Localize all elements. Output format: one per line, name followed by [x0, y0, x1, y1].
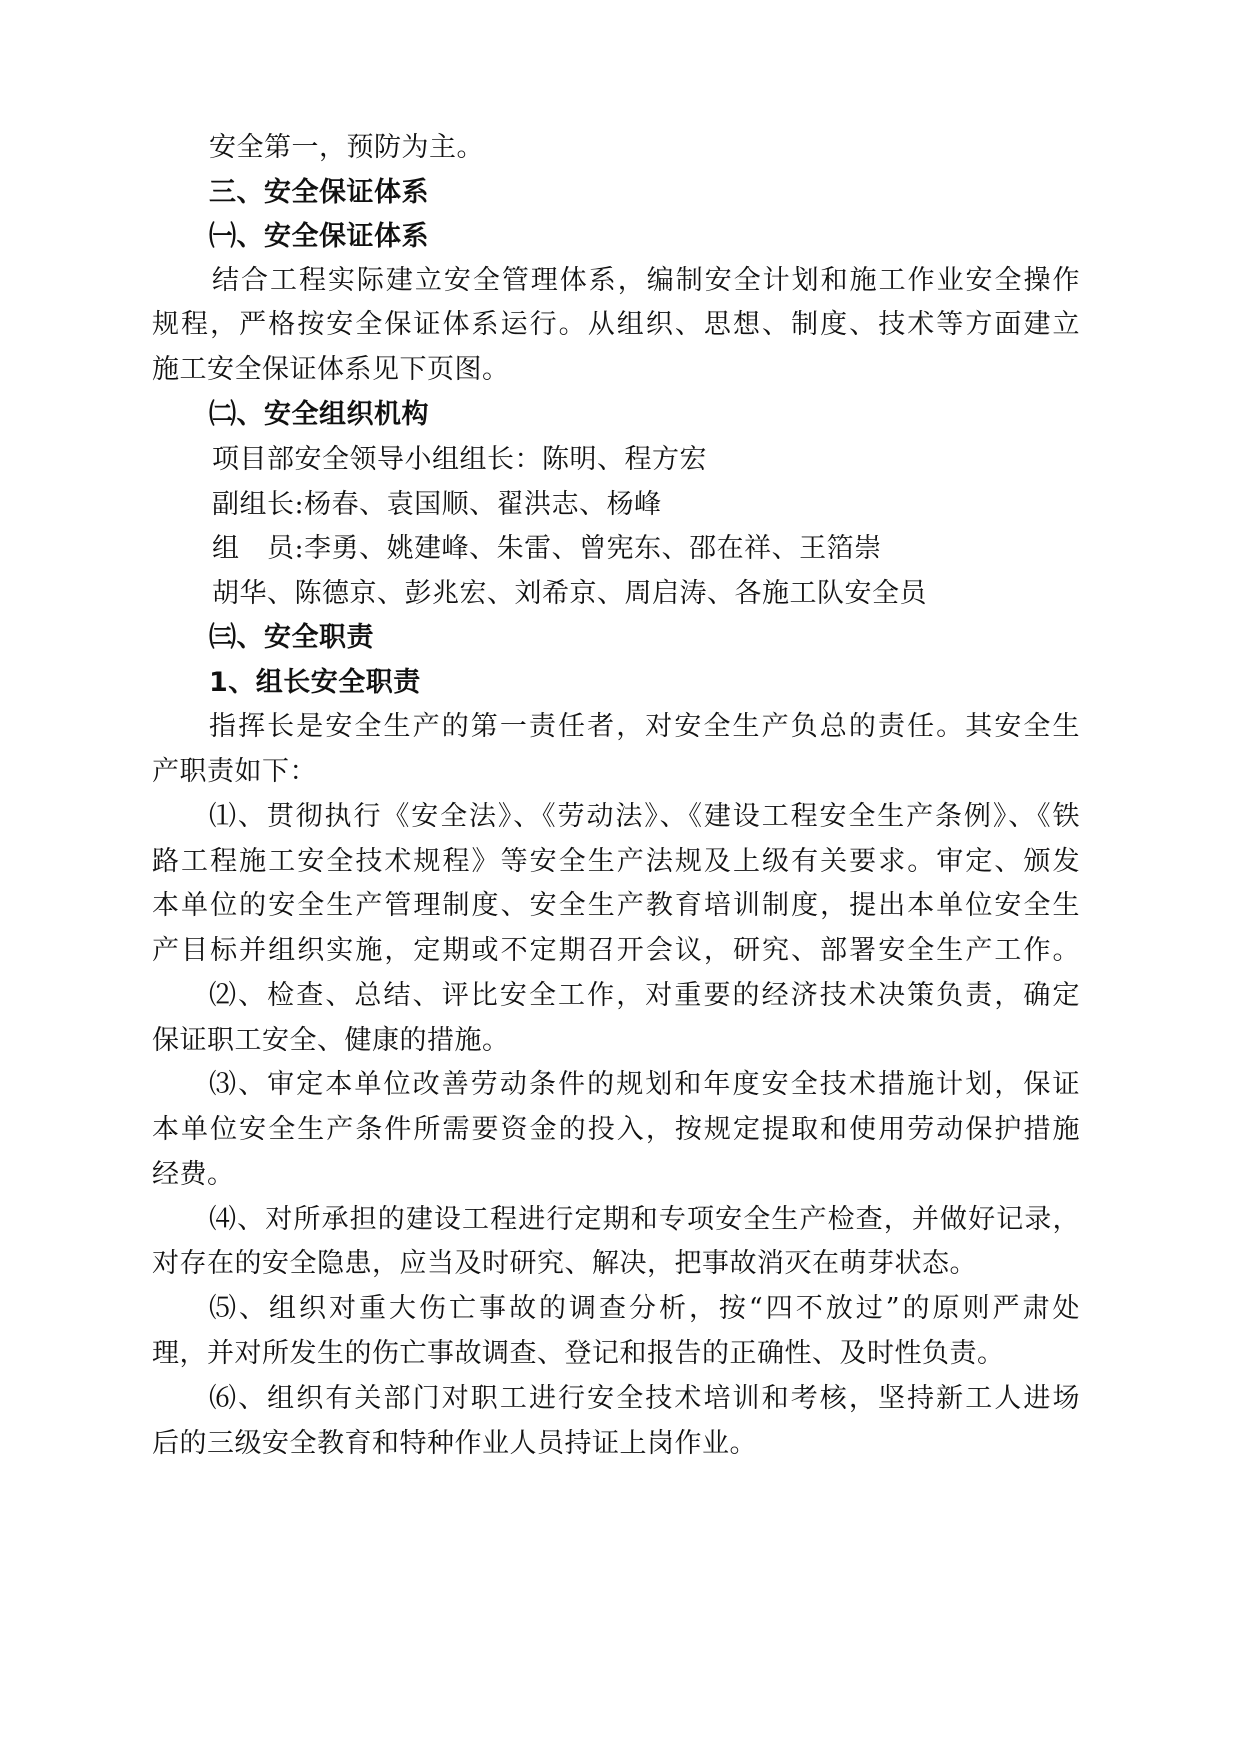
paragraph-line: 副组长:杨春、袁国顺、翟洪志、杨峰 [212, 489, 662, 520]
paragraph-line: 经费。 [152, 1159, 235, 1190]
paragraph-line: 施工安全保证体系见下页图。 [152, 354, 510, 385]
paragraph-line: 本单位的安全生产管理制度、安全生产教育培训制度，提出本单位安全生 [152, 890, 1080, 921]
paragraph-line: ⑹、组织有关部门对职工进行安全技术培训和考核，坚持新工人进场 [209, 1383, 1080, 1414]
section-heading: 三、安全保证体系 [209, 177, 429, 208]
paragraph-line: ⑵、检查、总结、评比安全工作，对重要的经济技术决策负责，确定 [209, 980, 1080, 1011]
subsection-heading: ㈢、安全职责 [209, 622, 374, 653]
subsection-heading: ㈡、安全组织机构 [209, 399, 429, 430]
paragraph-line: 对存在的安全隐患，应当及时研究、解决，把事故消灭在萌芽状态。 [152, 1248, 977, 1279]
paragraph-line: ⑷、对所承担的建设工程进行定期和专项安全生产检查，并做好记录， [209, 1204, 1080, 1235]
paragraph-line: 组 员:李勇、姚建峰、朱雷、曾宪东、邵在祥、王箔崇 [212, 533, 882, 564]
paragraph-line: 安全第一，预防为主。 [209, 132, 484, 163]
paragraph-line: 指挥长是安全生产的第一责任者，对安全生产负总的责任。其安全生 [209, 711, 1080, 742]
paragraph-line: 后的三级安全教育和特种作业人员持证上岗作业。 [152, 1428, 757, 1459]
paragraph-line: 胡华、陈德京、彭兆宏、刘希京、周启涛、各施工队安全员 [212, 578, 927, 609]
subsection-heading: 1、组长安全职责 [209, 667, 421, 698]
paragraph-line: 路工程施工安全技术规程》等安全生产法规及上级有关要求。审定、颁发 [152, 846, 1080, 877]
paragraph-line: 本单位安全生产条件所需要资金的投入，按规定提取和使用劳动保护措施 [152, 1114, 1080, 1145]
paragraph-line: 产职责如下： [152, 756, 317, 787]
paragraph-line: 规程，严格按安全保证体系运行。从组织、思想、制度、技术等方面建立 [152, 309, 1080, 340]
subsection-heading: ㈠、安全保证体系 [209, 221, 429, 252]
paragraph-line: 结合工程实际建立安全管理体系，编制安全计划和施工作业安全操作 [212, 265, 1080, 296]
paragraph-line: ⑶、审定本单位改善劳动条件的规划和年度安全技术措施计划，保证 [209, 1069, 1080, 1100]
paragraph-line: 项目部安全领导小组组长：陈明、程方宏 [212, 444, 707, 475]
paragraph-line: 产目标并组织实施，定期或不定期召开会议，研究、部署安全生产工作。 [152, 935, 1080, 966]
paragraph-line: ⑴、贯彻执行《安全法》、《劳动法》、《建设工程安全生产条例》、《铁 [209, 801, 1080, 832]
paragraph-line: 保证职工安全、健康的措施。 [152, 1025, 510, 1056]
paragraph-line: ⑸、组织对重大伤亡事故的调查分析，按“四不放过”的原则严肃处 [209, 1293, 1080, 1324]
paragraph-line: 理，并对所发生的伤亡事故调查、登记和报告的正确性、及时性负责。 [152, 1338, 1005, 1369]
